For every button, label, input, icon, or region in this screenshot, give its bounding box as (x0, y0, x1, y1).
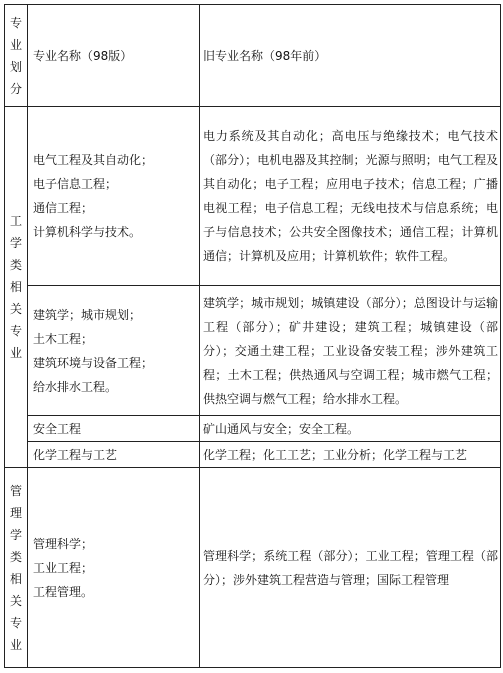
header-old-name-cell: 旧专业名称（98年前） (200, 5, 501, 107)
category-char: 工 (9, 214, 22, 228)
category-char: 专 (9, 324, 22, 338)
table-row (5, 416, 501, 442)
new-name-line: 通信工程； (33, 201, 94, 215)
new-name-cell: 安全工程 (28, 416, 200, 442)
new-name-cell (28, 107, 200, 286)
category-char: 学 (9, 527, 22, 542)
category-char: 类 (9, 549, 22, 564)
new-name-line: 计算机科学与技术。 (33, 225, 142, 239)
category-char: 学 (9, 236, 22, 250)
old-name-cell: 建筑学；城市规划；城镇建设（部分）；总图设计与运输工程（部分）；矿井建设；建筑工程；城镇建设（部分）；交通土建工程；工业设备安装工程；涉外建筑工程；土木工程；供热通风与空调工程；城市燃气工程；供热空调与燃气工程；给水排水工程。 (200, 286, 501, 416)
category-char: 业 (9, 346, 22, 360)
category-cell-management (5, 468, 28, 668)
category-char: 关 (9, 593, 22, 608)
table-header-row (5, 5, 501, 107)
table-row (5, 286, 501, 416)
category-char: 管 (9, 483, 22, 498)
new-name-cell (28, 286, 200, 416)
category-char: 业 (9, 37, 22, 52)
old-name-cell: 管理科学；系统工程（部分）；工业工程；管理工程（部分）；涉外建筑工程营造与管理；国际工程管理 (200, 468, 501, 668)
new-name-line: 土木工程； (33, 331, 94, 346)
new-name-line: 工业工程； (33, 560, 94, 575)
new-name-line: 电气工程及其自动化； (33, 153, 154, 167)
table-row (5, 468, 501, 668)
professional-comparison-table (4, 4, 501, 668)
new-name-cell (28, 468, 200, 668)
new-name-line: 给水排水工程。 (33, 379, 118, 394)
header-category-cell (5, 5, 28, 107)
new-name-line: 管理科学； (33, 536, 94, 551)
category-cell-engineering (5, 107, 28, 468)
category-char: 相 (9, 280, 22, 294)
table-row (5, 107, 501, 286)
old-name-cell: 化学工程；化工工艺；工业分析；化学工程与工艺 (200, 442, 501, 468)
old-name-cell: 矿山通风与安全；安全工程。 (200, 416, 501, 442)
new-name-line: 建筑环境与设备工程； (33, 355, 154, 370)
new-name-cell: 化学工程与工艺 (28, 442, 200, 468)
category-vertical-management (5, 480, 27, 656)
header-category-vertical (5, 12, 27, 100)
category-vertical-engineering (5, 210, 27, 364)
category-char: 理 (9, 505, 22, 520)
new-name-line: 工程管理。 (33, 584, 94, 599)
category-char: 相 (9, 571, 22, 586)
category-char: 业 (9, 637, 22, 652)
category-char: 关 (9, 302, 22, 316)
category-char: 划 (9, 59, 22, 74)
category-char: 专 (9, 615, 22, 630)
table-row (5, 442, 501, 468)
new-name-line: 电子信息工程； (33, 177, 118, 191)
category-char: 分 (9, 81, 22, 96)
header-new-name-cell: 专业名称（98版） (28, 5, 200, 107)
category-char: 类 (9, 258, 22, 272)
category-char: 专 (9, 15, 22, 30)
old-name-cell: 电力系统及其自动化；高电压与绝缘技术；电气技术（部分）；电机电器及其控制；光源与照明；电气工程及其自动化；电子工程；应用电子技术；信息工程；广播电视工程；电子信息工程；无线电技术与信息系统；电子与信息技术；公共安全图像技术；通信工程；计算机通信；计算机及应用；计算机软件；软件工程。 (200, 107, 501, 286)
new-name-line: 建筑学；城市规划； (33, 307, 142, 322)
